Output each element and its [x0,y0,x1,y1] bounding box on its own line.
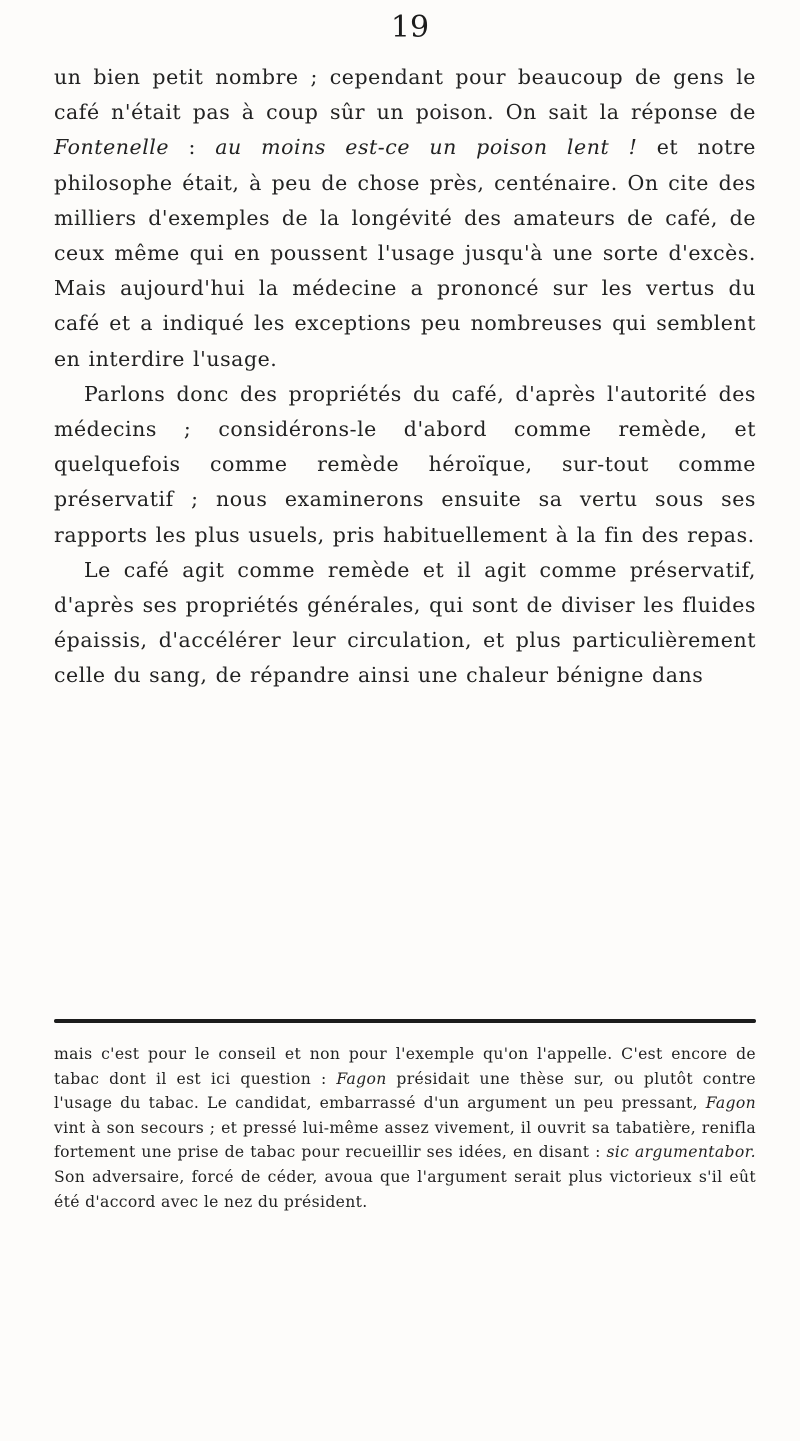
paragraph-1-text-a: un bien petit nombre ; cependant pour beaucoup de gens le café n'était pas à coup sûr un poison. On sait la réponse de [54,65,756,125]
author-name-fontenelle: Fontenelle [54,135,170,160]
main-text [54,60,756,694]
paragraph-3: Le café agit comme remède et il agit comme préservatif, d'après ses propriétés générales, qui sont de diviser les fluides épaissis, d'accélérer leur circulation, et plus particulièrement celle du sang, de répandre ainsi une chaleur bénigne dans [54,557,756,688]
paragraph-2: Parlons donc des propriétés du café, d'après l'autorité des médecins ; considérons-le d'abord comme remède, et quelquefois comme remède héroïque, sur-tout comme préservatif ; nous examinerons ensuite sa vertu sous ses rapports les plus usuels, pris habituellement à la fin des repas. [54,381,756,547]
paragraph-1-text-c: et notre philosophe était, à peu de chose près, centénaire. On cite des milliers d'exemples de la longévité des amateurs de café, de ceux même qui en poussent l'usage jusqu'à une sorte d'excès. Mais aujourd'hui la médecine a prononcé sur les vertus du café et a indiqué les exceptions peu nombreuses qui semblent en interdire l'usage. [54,135,756,371]
paragraph-1-text-b: : [169,135,216,160]
paragraph-1 [54,60,756,377]
footnote-text-a: mais c'est pour le conseil et non pour l'exemple qu'on l'appelle. C'est encore de tabac dont il est ici question : [54,1045,756,1088]
footnote-text-d: Son adversaire, forcé de céder, avoua que l'argument serait plus victorieux s'il eût été d'accord avec le nez du président. [54,1167,756,1211]
page-number: 19 [390,10,430,45]
footnote [54,1042,756,1214]
footnote-paragraph [54,1042,756,1214]
footnote-separator [54,1019,756,1023]
footnote-name-fagon-1: Fagon [336,1069,387,1088]
footnote-name-fagon-2: Fagon [705,1094,756,1113]
footnote-latin-phrase: sic argumentabor. [606,1143,756,1162]
footnote-text-b: présidait une thèse sur, ou plutôt contre l'usage du tabac. Le candidat, embarrassé d'un argument un peu pressant, [54,1069,756,1113]
footnote-text-c: vint à son secours ; et pressé lui-même assez vivement, il ouvrit sa tabatière, renifla fortement une prise de tabac pour recueillir ses idées, en disant : [54,1118,756,1162]
fontenelle-quote: au moins est-ce un poison lent ! [215,135,638,160]
